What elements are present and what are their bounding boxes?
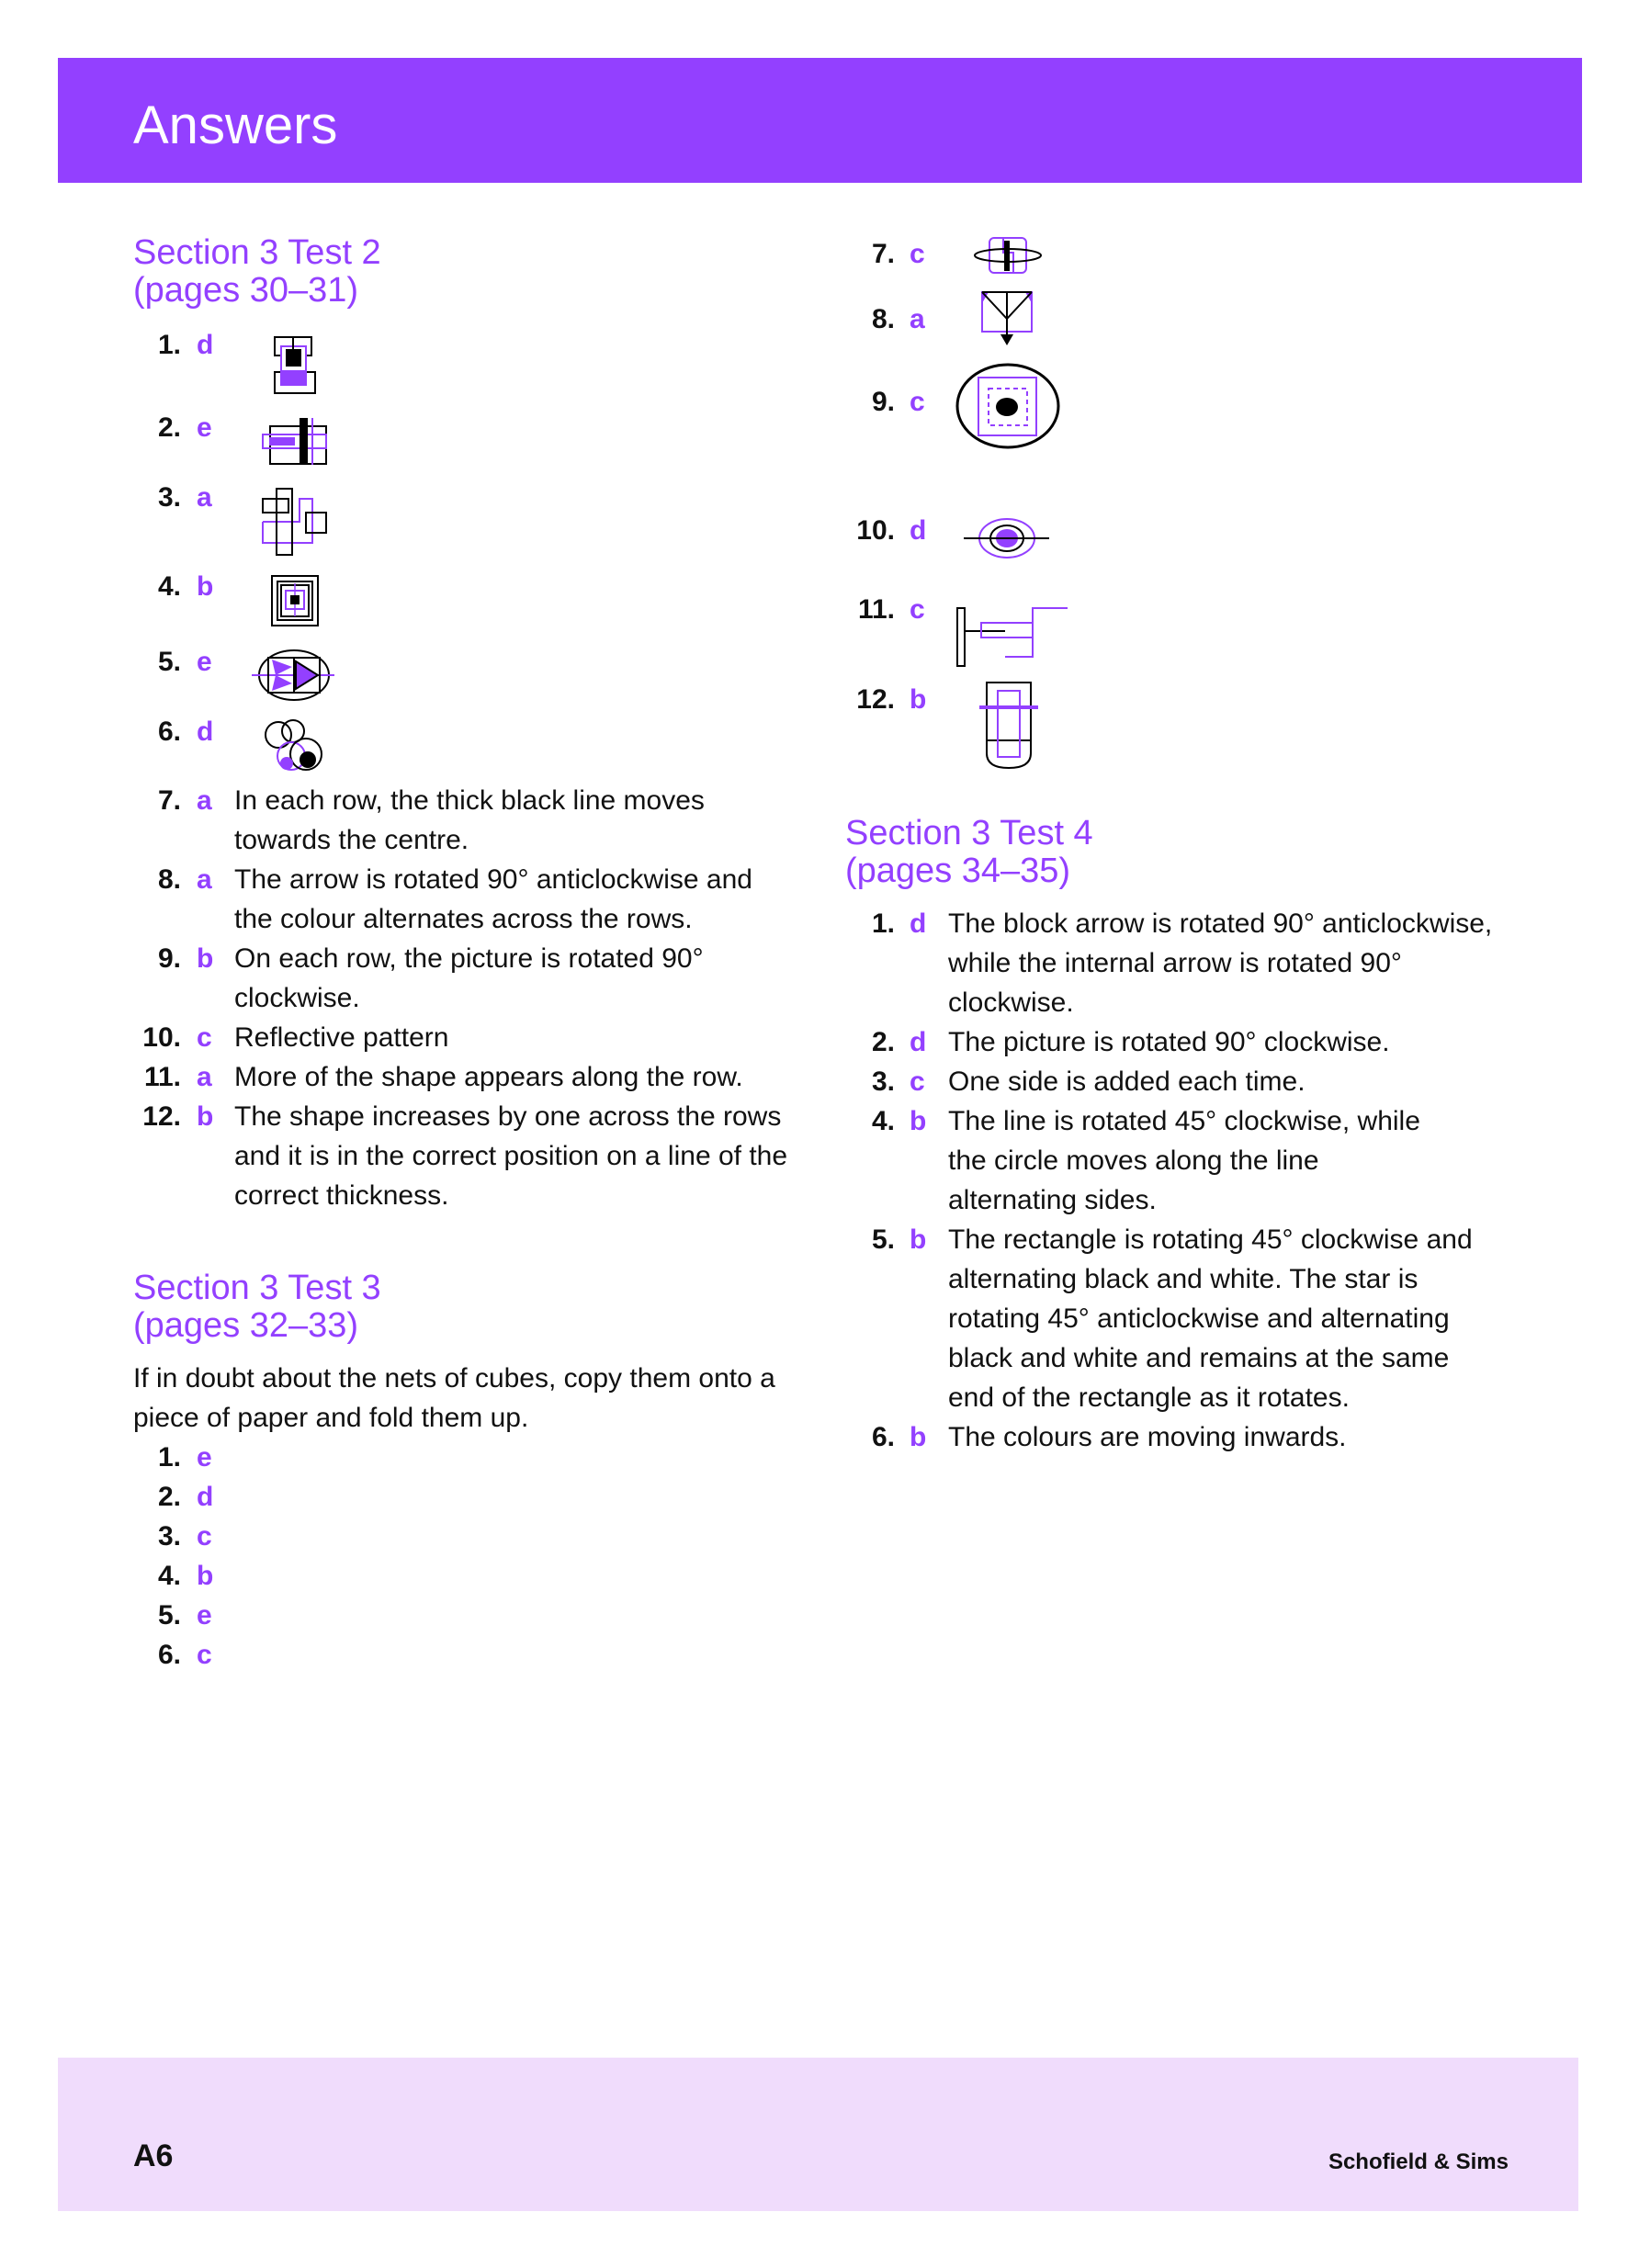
item-number: 1. [871,908,895,939]
item-answer: c [910,1066,925,1097]
item-answer: e [197,1600,212,1630]
item-number: 4. [871,1106,895,1136]
item-number: 3. [157,482,181,513]
item-answer: b [197,571,214,602]
item-number: 4. [157,1561,181,1591]
item-explanation: The picture is rotated 90° clockwise. [948,1027,1390,1057]
page-footer [58,2058,1578,2211]
item-number: 9. [157,943,181,974]
item-answer: b [197,1101,214,1132]
publisher-name: Schofield & Sims [1328,2150,1509,2174]
item-explanation: On each row, the picture is rotated 90° clockwise. [234,943,704,1013]
answer-diagram-icon [973,236,1043,275]
item-number: 7. [157,785,181,816]
section-title: Section 3 Test 4 [845,814,1093,852]
item-explanation: In each row, the thick black line moves towards the centre. [234,785,705,855]
answer-list [845,904,1507,1457]
answer-item [845,1220,1507,1417]
item-answer: d [197,1482,214,1512]
section-heading [133,234,381,310]
item-answer: e [197,647,212,677]
item-number: 1. [157,330,181,360]
item-number: 3. [157,1521,181,1551]
answer-diagram-icon [981,290,1034,347]
answer-list [133,1438,409,1675]
item-answer: c [910,387,925,417]
item-number: 5. [871,1224,895,1255]
item-number: 6. [157,717,181,747]
item-answer: a [197,864,212,895]
item-answer: a [197,482,212,513]
item-number: 6. [871,1422,895,1452]
answer-item [133,781,795,860]
item-number: 9. [871,387,895,417]
answer-diagram-icon [273,335,319,396]
item-answer: d [910,1027,927,1057]
answer-diagram-icon [270,574,320,627]
item-answer: a [910,304,925,334]
page-header [58,58,1582,183]
item-answer: c [910,594,925,625]
item-number: 3. [871,1066,895,1097]
section-intro: If in doubt about the nets of cubes, copy them onto a piece of paper and fold them up. [133,1363,775,1433]
answer-list [133,781,795,1215]
answer-diagram-icon [252,649,336,702]
answer-item [133,1477,409,1517]
item-answer: a [197,1062,212,1092]
section-pages: (pages 32–33) [133,1306,359,1345]
item-answer: b [197,1561,214,1591]
item-answer: b [910,1106,927,1136]
item-answer: b [910,684,927,715]
section-heading [133,1269,381,1345]
answer-item [845,1417,1507,1457]
item-number: 1. [157,1442,181,1473]
item-answer: e [197,412,212,443]
answer-item [133,1596,409,1635]
section-title: Section 3 Test 3 [133,1269,381,1307]
page-title: Answers [133,96,338,155]
answer-item [845,1022,1507,1062]
item-answer: d [910,515,927,546]
item-answer: b [910,1224,927,1255]
item-number: 10. [142,1022,181,1053]
item-explanation: The rectangle is rotating 45° clockwise and alternating black and white. The star is rotating 45° anticlockwise and alternating black and white and remains at the same end of the rectangle as it rotates. [948,1224,1473,1413]
answer-diagram-icon [976,680,1040,772]
item-explanation: One side is added each time. [948,1066,1306,1097]
answer-item [133,1517,409,1556]
page-number: A6 [133,2138,174,2173]
answer-item [845,904,1507,1022]
answer-item [133,1438,409,1477]
item-number: 11. [143,1062,181,1092]
item-explanation: Reflective pattern [234,1022,449,1053]
item-number: 12. [142,1101,181,1132]
item-number: 2. [157,412,181,443]
item-answer: c [910,239,925,269]
item-answer: c [197,1022,212,1053]
section-title: Section 3 Test 2 [133,233,381,272]
answer-item [133,1018,795,1057]
answer-diagram-icon [955,363,1062,449]
answer-item [133,1556,409,1596]
item-number: 10. [856,515,895,546]
item-number: 5. [157,1600,181,1630]
item-explanation: The block arrow is rotated 90° anticlockwise, while the internal arrow is rotated 90° clockwise. [948,908,1493,1018]
item-explanation: The shape increases by one across the rows and it is in the correct position on a line of the correct thickness. [234,1101,788,1211]
item-number: 7. [871,239,895,269]
item-answer: b [197,943,214,974]
item-number: 2. [157,1482,181,1512]
section-heading [845,815,1093,890]
item-number: 8. [871,304,895,334]
item-explanation: The line is rotated 45° clockwise, while the circle moves along the line alternating sides. [948,1106,1420,1215]
item-number: 4. [157,571,181,602]
item-answer: c [197,1640,212,1670]
item-answer: c [197,1521,212,1551]
answer-diagram-icon [955,535,1069,672]
item-answer: d [197,330,214,360]
answer-diagram-icon [264,719,326,773]
answer-item [133,1097,795,1215]
answer-item [845,1062,1507,1101]
section-pages: (pages 30–31) [133,271,359,310]
item-explanation: More of the shape appears along the row. [234,1062,743,1092]
item-number: 6. [157,1640,181,1670]
item-explanation: The colours are moving inwards. [948,1422,1347,1452]
answer-item [133,860,795,939]
answer-item [133,1635,409,1675]
answer-diagram-icon [262,417,328,468]
item-number: 11. [857,594,895,625]
section-pages: (pages 34–35) [845,852,1071,890]
item-number: 2. [871,1027,895,1057]
answer-diagram-icon [261,488,329,558]
item-answer: d [197,717,214,747]
answer-item [845,1101,1507,1220]
item-answer: e [197,1442,212,1473]
item-number: 12. [856,684,895,715]
item-answer: d [910,908,927,939]
item-number: 5. [157,647,181,677]
item-number: 8. [157,864,181,895]
item-answer: b [910,1422,927,1452]
item-answer: a [197,785,212,816]
answer-item [133,939,795,1018]
item-explanation: The arrow is rotated 90° anticlockwise and the colour alternates across the rows. [234,864,752,934]
answer-item [133,1057,795,1097]
